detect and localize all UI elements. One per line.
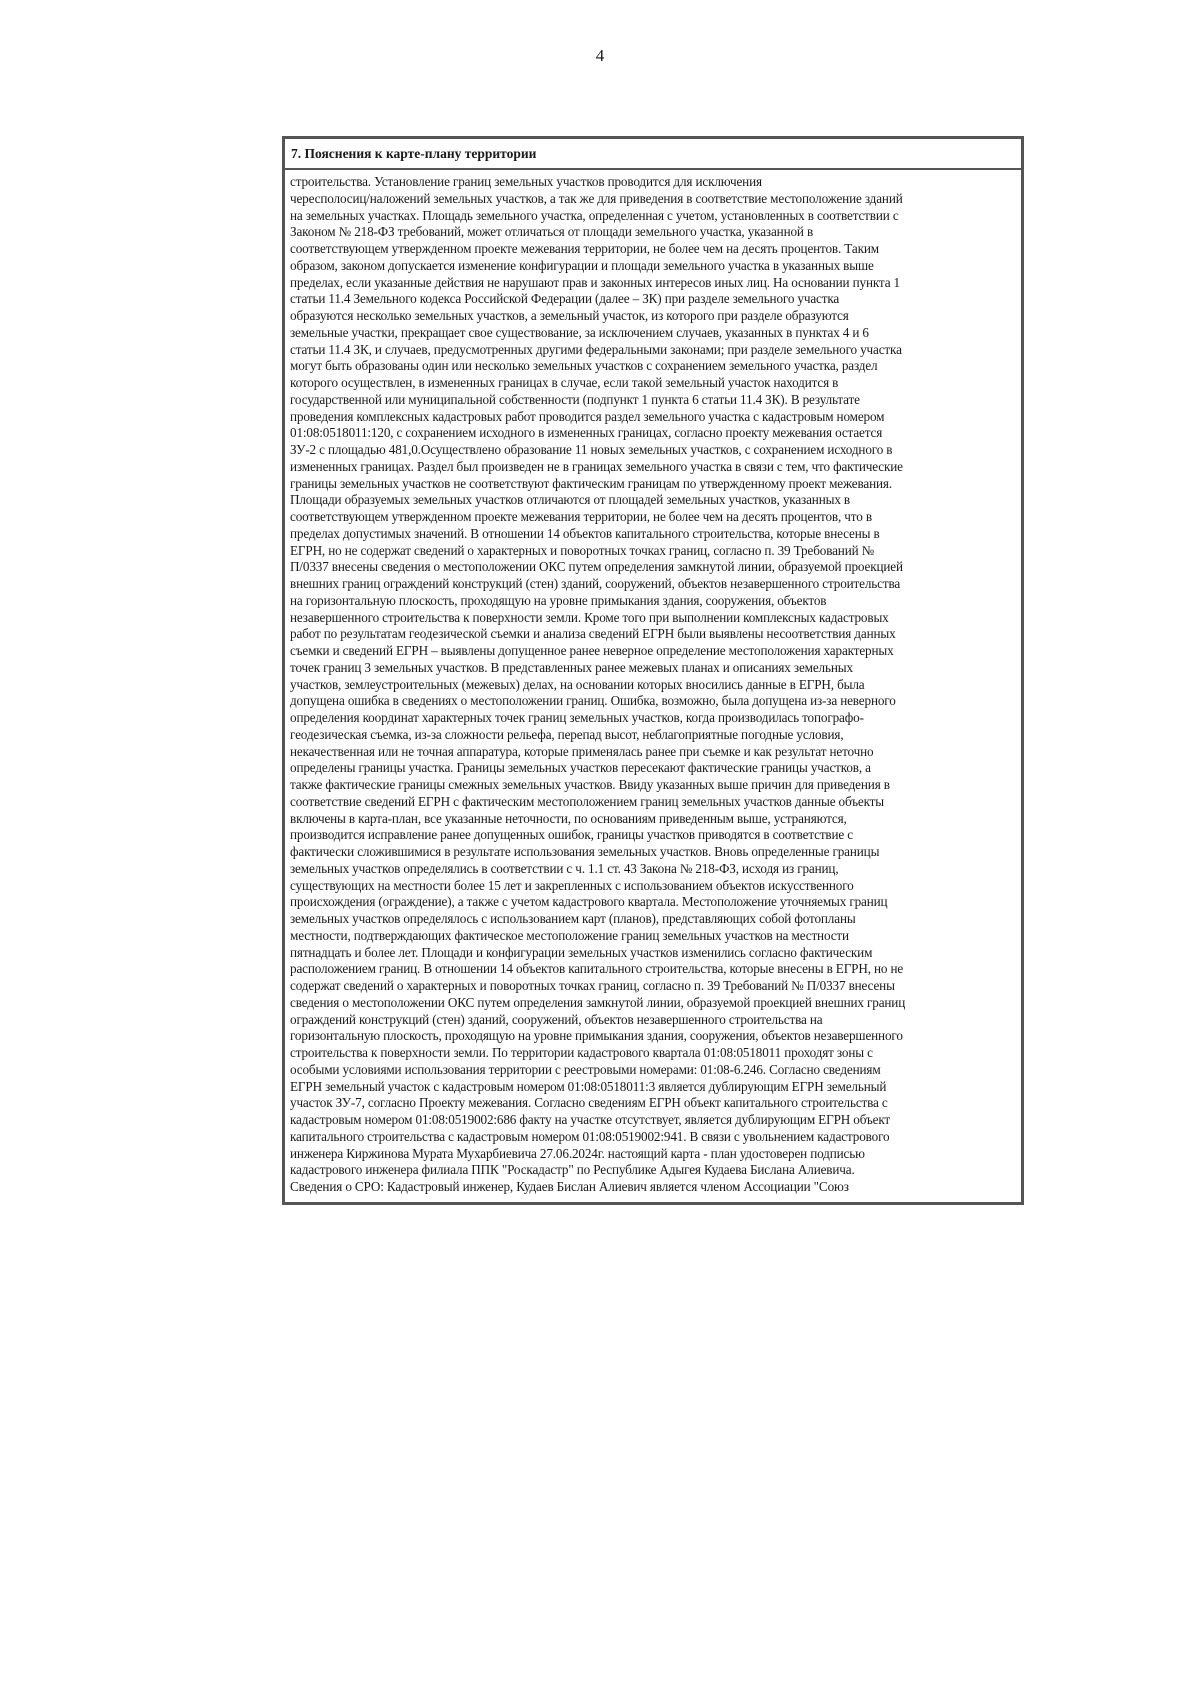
text-line: 01:08:0518011:120, с сохранением исходного в измененных границах, согласно проекту межевания остается [290,425,883,441]
text-line: незавершенного строительства к поверхности земли. Кроме того при выполнении комплексных кадастровых [290,609,889,625]
text-line: Сведения о СРО: Кадастровый инженер, Кудаев Бислан Алиевич является членом Ассоциации "Союз [290,1179,849,1194]
text-line: внешних границ ограждений конструкций (стен) зданий, сооружений, объектов незавершенного строительства [290,576,901,591]
text-line: соответствующем утвержденном проекте межевания территории, не более чем на десять процентов. Таким [290,241,879,256]
text-line: геодезическая съемка, из-за сложности рельефа, перепад высот, неблагоприятные погодные условия, [290,726,844,742]
text-line: горизонтальную плоскость, проходящую на уровне примыкания здания, сооружения, объектов незавершенного [290,1028,903,1044]
text-line: чересполосиц/наложений земельных участков, а так же для приведения в соответствие местоположение зданий [290,190,903,206]
text-line: фактически сложившимися в результате использования земельных участков. Вновь определенные границы [290,844,880,859]
text-line: Законом № 218-ФЗ требований, может отличаться от площади земельного участка, указанной в [290,224,814,240]
text-line: могут быть образованы один или несколько земельных участков с сохранением земельного участка, раздел [290,358,878,374]
text-line: образуются несколько земельных участков, а земельный участок, из которого при разделе образуются [290,308,849,323]
section-title: 7. Пояснения к карте-плану территории [285,139,1021,170]
text-line: допущена ошибка в сведениях о местоположении границ. Ошибка, возможно, была допущена из-за неверного [290,693,896,709]
text-line: ЕГРН, но не содержат сведений о характерных и поворотных точках границ, согласно п. 39 Требований № [290,542,875,558]
text-line: государственной или муниципальной собственности (подпункт 1 пункта 6 статьи 11.4 ЗК). В результате [290,391,860,407]
text-line: земельные участки, прекращает свое существование, за исключением случаев, указанных в пунктах 4 и 6 [290,324,869,340]
text-line: соответствие сведений ЕГРН с фактическим местоположением границ земельных участков данные объекты [290,793,884,809]
text-line: кадастрового инженера филиала ППК "Роскадастр" по Республике Адыгея Кудаева Бислана Алиевича. [290,1162,855,1178]
text-line: на земельных участках. Площадь земельного участка, определенная с учетом, установленных в соответствии с [290,207,899,223]
text-line: кадастровым номером 01:08:0519002:686 факту на участке отсутствует, является дублирующим ЕГРН объект [290,1112,891,1127]
text-line: пределах, если указанные действия не нарушают прав и законных интересов иных лиц. На основании пункта 1 [290,274,900,290]
section-box [282,136,1024,1205]
text-line: включены в карта-план, все указанные неточности, по основаниям приведенным выше, устраняются, [290,810,847,826]
text-line: работ по результатам геодезической съемки и анализа сведений ЕГРН были выявлены несоответствия данных [290,626,896,642]
page-number: 4 [595,46,605,65]
text-line: проведения комплексных кадастровых работ проводится раздел земельного участка с кадастровым номером [290,408,885,424]
text-line: содержат сведений о характерных и поворотных точках границ, согласно п. 39 Требований № П/0337 внесены [290,978,895,993]
text-line: определения координат характерных точек границ земельных участков, когда производилась топографо- [290,710,864,725]
text-line: образом, законом допускается изменение конфигурации и площади земельного участка в указанных выше [290,257,874,273]
text-line: съемки и сведений ЕГРН – выявлены допущенное ранее неверное определение местоположения характерных [290,643,894,658]
text-line: пятнадцать и более лет. Площади и конфигурации земельных участков изменились согласно фактическим [290,944,873,960]
text-line: границы земельных участков не соответствуют фактическим границам по утвержденному проект межевания. [290,475,892,491]
text-line: некачественная или не точная аппаратура, которые применялась ранее при съемке и как результат неточно [290,743,874,759]
text-line: статьи 11.4 ЗК, и случаев, предусмотренных другими федеральными законами; при разделе земельного участка [290,341,902,357]
text-line: производится исправление ранее допущенных ошибок, границы участков приводятся в соответствие с [290,827,853,843]
text-line: инженера Киржинова Мурата Мухарбиевича 27.06.2024г. настоящий карта - план удостоверен подписью [290,1145,865,1161]
text-line: особыми условиями использования территории с реестровыми номерами: 01:08-6.246. Согласно сведениям [290,1061,881,1077]
text-line: пределах допустимых значений. В отношении 14 объектов капитального строительства, которые внесены в [290,525,880,541]
text-line: участок ЗУ-7, согласно Проекту межевания. Согласно сведениям ЕГРН объект капитального строительства с [290,1095,888,1111]
text-line: Площади образуемых земельных участков отличаются от площадей земельных участков, указанных в [290,492,850,508]
section-body [285,170,1021,1202]
text-line: П/0337 внесены сведения о местоположении ОКС путем определения замкнутой линии, образуемой проекцией [290,559,903,575]
text-line: сведения о местоположении ОКС путем определения замкнутой линии, образуемой проекцией внешних границ [290,994,906,1010]
text-line: точек границ 3 земельных участков. В представленных ранее межевых планах и описаниях земельных [290,659,853,675]
text-line: статьи 11.4 Земельного кодекса Российской Федерации (далее – ЗК) при разделе земельного участка [290,291,840,307]
text-line: происхождения (ограждение), а также с учетом кадастрового квартала. Местоположение уточняемых границ [290,894,888,910]
text-line: существующих на местности более 15 лет и закрепленных с использованием объектов искусственного [290,877,854,893]
text-line: строительства к поверхности земли. По территории кадастрового квартала 01:08:0518011 проходят зоны с [290,1045,873,1060]
text-line: на горизонтальную плоскость, проходящую на уровне примыкания здания, сооружения, объектов [290,592,827,608]
text-line: земельных участков определялись в соответствии с ч. 1.1 ст. 43 Закона № 218-ФЗ, исходя из границ, [290,860,839,876]
text-line: соответствующем утвержденном проекте межевания территории, не более чем на десять процентов, что в [290,509,872,524]
text-line: ЗУ-2 с площадью 481,0.Осуществлено образование 11 новых земельных участков, с сохранением исходного в [290,442,893,457]
text-line: ограждений конструкций (стен) зданий, сооружений, объектов незавершенного строительства на [290,1011,823,1027]
text-line: капитального строительства с кадастровым номером 01:08:0519002:941. В связи с увольнением кадастрового [290,1128,890,1144]
text-line: ЕГРН земельный участок с кадастровым номером 01:08:0518011:3 является дублирующим ЕГРН земельный [290,1078,887,1094]
text-line: также фактические границы смежных земельных участков. Ввиду указанных выше причин для приведения в [290,777,890,792]
text-line: местности, подтверждающих фактическое местоположение границ земельных участков на местности [290,927,849,943]
text-line: которого осуществлен, в измененных границах в случае, если такой земельный участок находится в [290,375,839,390]
text-line: расположением границ. В отношении 14 объектов капитального строительства, которые внесены в ЕГРН, но не [290,961,904,977]
text-line: измененных границах. Раздел был произведен не в границах земельного участка в связи с тем, что фактические [290,458,903,474]
text-line: участков, землеустроительных (межевых) делах, на основании которых вносились данные в ЕГРН, была [290,676,865,692]
text-line: определены границы участка. Границы земельных участков пересекают фактические границы участков, а [290,760,871,776]
text-line: земельных участков определялось с использованием карт (планов), представляющих собой фотопланы [290,911,856,926]
text-line: строительства. Установление границ земельных участков проводится для исключения [290,174,762,189]
